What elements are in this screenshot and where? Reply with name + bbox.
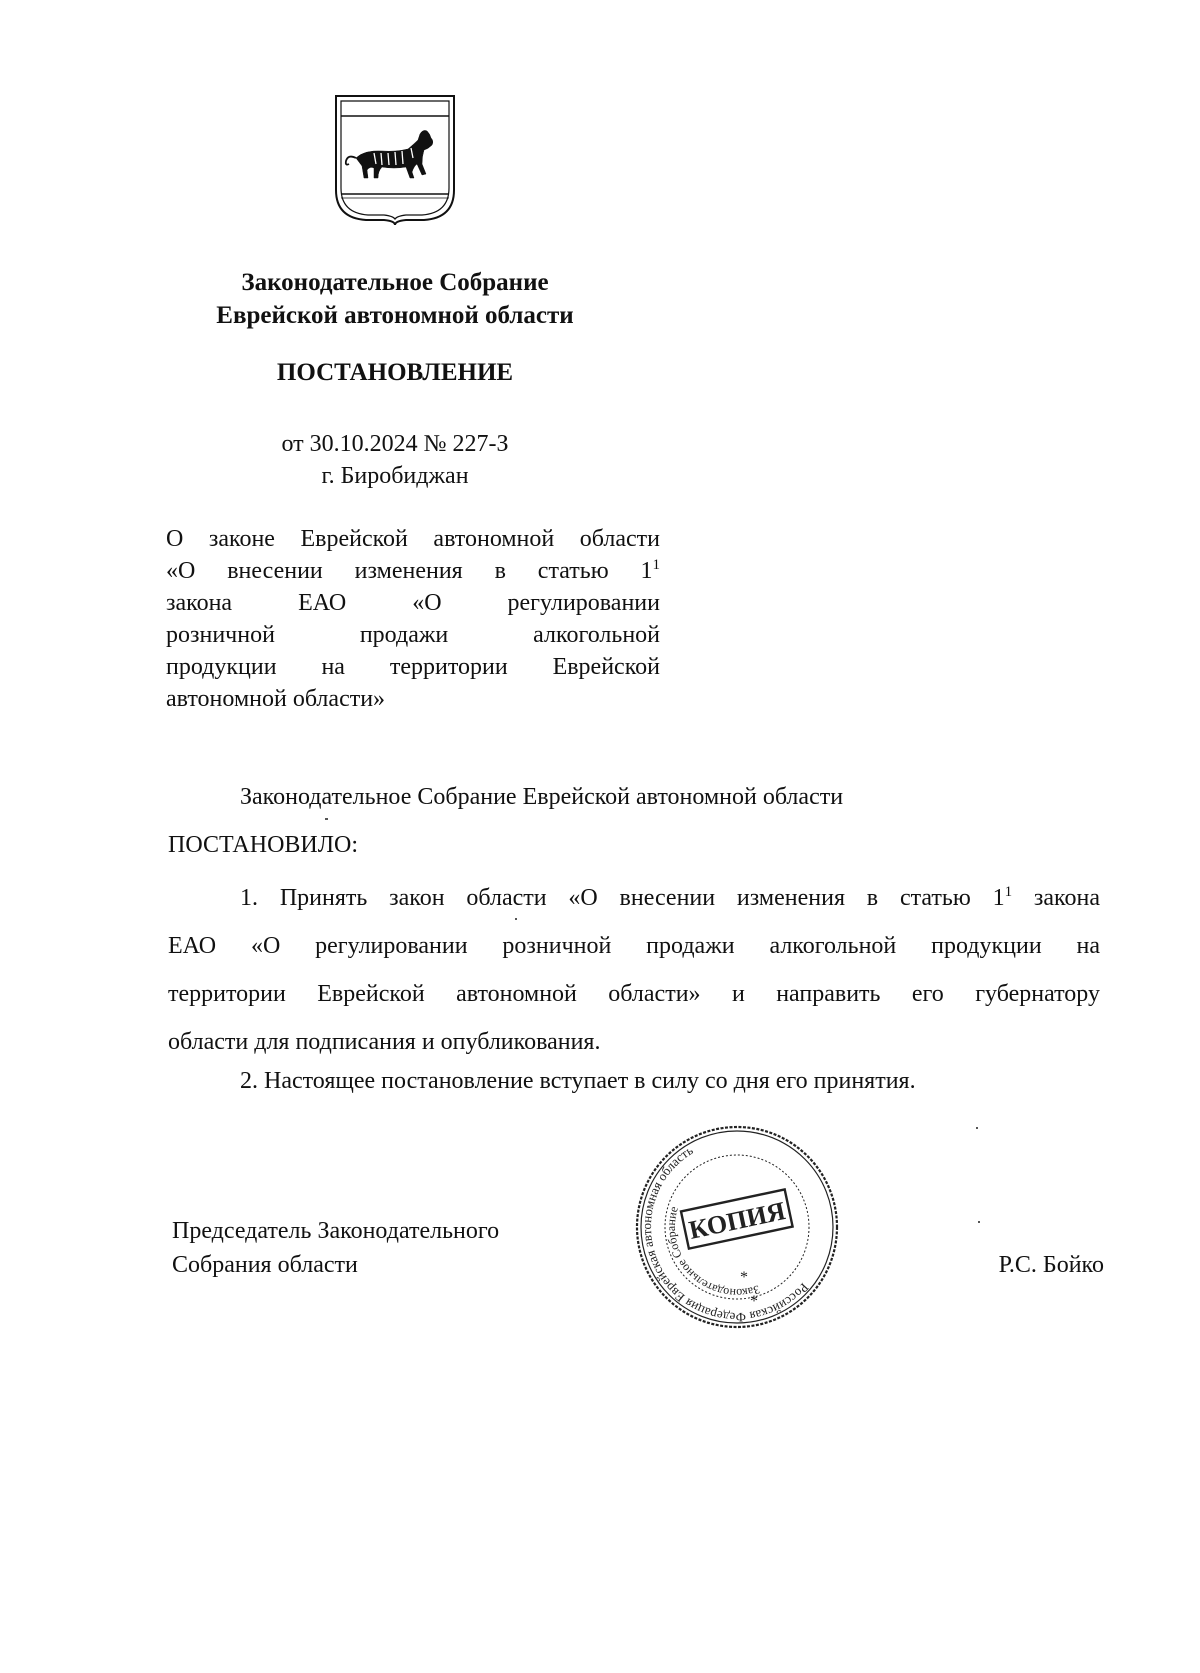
city: г. Биробиджан: [321, 463, 469, 489]
organization-name: [0, 266, 790, 332]
document-type: ПОСТАНОВЛЕНИЕ: [276, 359, 514, 386]
scan-speck: [325, 818, 328, 820]
scan-speck: [976, 1127, 978, 1129]
item1-line-2: ЕАО «О регулировании розничной продажи алкогольной продукции на: [168, 933, 1100, 959]
title-line-5: продукции на территории Еврейской: [166, 654, 660, 680]
signer-position-line-2: Собрания области: [172, 1252, 358, 1278]
official-seal: [632, 1122, 842, 1332]
seal-copy-stamp: КОПИЯ: [686, 1196, 788, 1245]
title-line-2-text: «О внесении изменения в статью 1: [166, 558, 653, 584]
scan-speck: [978, 1221, 980, 1223]
seal-outer-text: Российская Федерация Еврейская автономная область: [638, 1142, 812, 1326]
item1-line-1-tail: закона: [1012, 885, 1100, 911]
title-superscript: 1: [652, 557, 660, 573]
seal-star-icon-2: *: [750, 1293, 758, 1310]
coat-of-arms-emblem: [334, 94, 456, 226]
seal-star-icon: *: [740, 1269, 748, 1286]
item1-line-4: области для подписания и опубликования.: [168, 1029, 601, 1055]
org-line-1: Законодательное Собрание: [241, 269, 549, 296]
preamble: Законодательное Собрание Еврейской автономной области: [240, 784, 844, 810]
resolution-item-2: 2. Настоящее постановление вступает в силу со дня его принятия.: [240, 1068, 916, 1094]
signer-position: [172, 1214, 499, 1282]
item1-line-3: территории Еврейской автономной области» и направить его губернатору: [168, 981, 1100, 1007]
title-line-6: автономной области»: [166, 686, 386, 712]
resolved-heading: ПОСТАНОВИЛО:: [168, 832, 359, 858]
item1-line-1: [168, 874, 1100, 922]
signer-position-line-1: Председатель Законодательного: [172, 1218, 500, 1244]
scan-speck: [515, 918, 517, 920]
title-line-4: розничной продажи алкогольной: [166, 622, 660, 648]
title-line-3: закона ЕАО «О регулировании: [166, 590, 660, 616]
title-line-1: О законе Еврейской автономной области: [166, 526, 660, 552]
title-line-2: [166, 555, 660, 587]
seal-inner-text: Законодательное Собрание: [663, 1204, 762, 1301]
document-title: [166, 523, 660, 715]
resolution-item-1: [168, 874, 1100, 1066]
item1-superscript: 1: [1004, 884, 1013, 900]
document-meta: [0, 428, 790, 492]
item1-line-1-text: 1. Принять закон области «О внесении изменения в статью 1: [240, 885, 1005, 911]
tiger-icon: [346, 130, 433, 178]
org-line-2: Еврейской автономной области: [216, 302, 574, 329]
signer-name: Р.С. Бойко: [998, 1252, 1104, 1278]
date-number: от 30.10.2024 № 227-З: [281, 431, 509, 457]
